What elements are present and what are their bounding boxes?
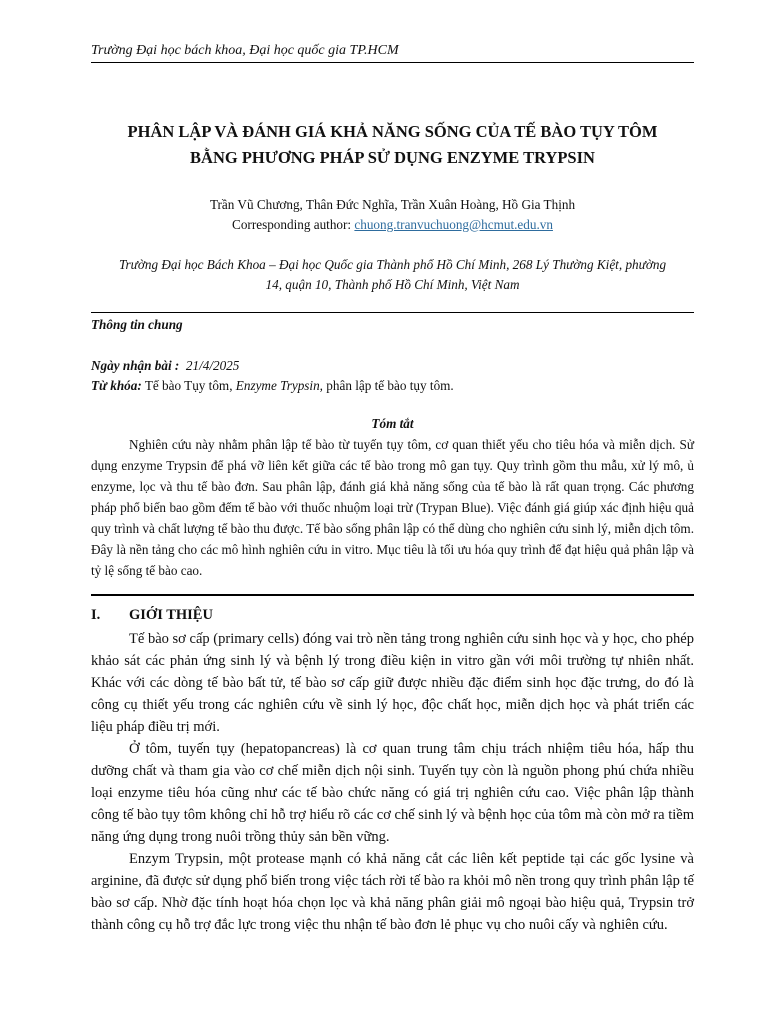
received-label: Ngày nhận bài : bbox=[91, 358, 180, 373]
received-date-row bbox=[91, 356, 694, 376]
author-block bbox=[91, 195, 694, 235]
corresponding-author bbox=[91, 215, 694, 235]
keywords-part-1: Tế bào Tụy tôm, bbox=[144, 378, 236, 393]
general-info-heading: Thông tin chung bbox=[91, 317, 183, 332]
paper-title bbox=[91, 119, 694, 171]
keywords-label: Từ khóa: bbox=[91, 378, 142, 393]
keywords-row bbox=[91, 376, 694, 396]
header-divider bbox=[91, 62, 694, 63]
title-line-1: PHÂN LẬP VÀ ĐÁNH GIÁ KHẢ NĂNG SỐNG CỦA TẾ BÀO TỤY TÔM bbox=[127, 122, 658, 141]
author-email-link[interactable]: chuong.tranvuchuong@hcmut.edu.vn bbox=[354, 217, 553, 232]
article-metadata bbox=[91, 356, 694, 396]
body-paragraph: Ở tôm, tuyến tụy (hepatopancreas) là cơ quan trung tâm chịu trách nhiệm tiêu hóa, hấp thu dưỡng chất và tham gia vào cơ chế miễn dịch nội sinh. Tuyến tụy còn là nguồn phong phú chứa nhiều loại enzyme tiêu hóa cũng như các tế bào chức năng có giá trị nghiên cứu cao. Việc phân lập thành công tế bào tụy tôm không chỉ hỗ trợ hiểu rõ các cơ chế sinh lý và bệnh học của tôm mà còn mở ra tiềm năng ứng dụng trong nuôi trồng thủy sản bền vững. bbox=[91, 741, 694, 845]
affiliation-line-1: Trường Đại học Bách Khoa – Đại học Quốc gia Thành phố Hồ Chí Minh, 268 Lý Thường Kiệt, phường bbox=[118, 257, 667, 272]
section-body bbox=[91, 628, 694, 936]
section-heading bbox=[91, 607, 213, 624]
abstract-heading: Tóm tắt bbox=[371, 416, 414, 431]
section-divider bbox=[91, 594, 694, 596]
received-date: 21/4/2025 bbox=[185, 358, 240, 373]
section-number: I. bbox=[91, 607, 101, 623]
body-paragraph: Enzym Trypsin, một protease mạnh có khả năng cắt các liên kết peptide tại các gốc lysine và arginine, đã được sử dụng phổ biến trong việc tách rời tế bào ra khỏi mô nền trong quy trình phân lập tế bào sơ cấp. Nhờ đặc tính hoạt hóa chọn lọc và khả năng phân giải mô ngoại bào hiệu quả, Trypsin trở thành công cụ hỗ trợ đắc lực trong việc thu nhận tế bào đơn lẻ phục vụ cho nuôi cấy và nghiên cứu. bbox=[91, 851, 694, 933]
title-line-2: BẰNG PHƯƠNG PHÁP SỬ DỤNG ENZYME TRYPSIN bbox=[190, 148, 595, 167]
section-title: GIỚI THIỆU bbox=[129, 607, 213, 623]
keywords-part-3: phân lập tế bào tụy tôm. bbox=[322, 378, 454, 393]
keywords-part-2: Enzyme Trypsin, bbox=[235, 378, 323, 393]
body-paragraph: Tế bào sơ cấp (primary cells) đóng vai trò nền tảng trong nghiên cứu sinh học và y học, cho phép khảo sát các phản ứng sinh lý và bệnh lý trong điều kiện in vitro gần với môi trường tự nhiên nhất. Khác với các dòng tế bào bất tử, tế bào sơ cấp giữ được nhiều đặc điểm sinh học đặc trưng, do đó là công cụ thiết yếu trong các nghiên cứu về sinh lý học, độc chất học, miễn dịch học và phát triển các liệu pháp điều trị mới. bbox=[91, 631, 694, 735]
affiliation bbox=[91, 255, 694, 295]
info-divider bbox=[91, 312, 694, 313]
author-names: Trần Vũ Chương, Thân Đức Nghĩa, Trần Xuân Hoàng, Hồ Gia Thịnh bbox=[209, 197, 576, 212]
corresponding-label: Corresponding author: bbox=[232, 217, 355, 232]
running-header: Trường Đại học bách khoa, Đại học quốc gia TP.HCM bbox=[91, 43, 399, 58]
affiliation-line-2: 14, quận 10, Thành phố Hồ Chí Minh, Việt Nam bbox=[265, 277, 520, 292]
abstract-text: Nghiên cứu này nhằm phân lập tế bào từ tuyến tụy tôm, cơ quan thiết yếu cho tiêu hóa và miễn dịch. Sử dụng enzyme Trypsin để phá vỡ liên kết giữa các tế bào trong mô gan tụy. Quy trình gồm thu mẫu, xử lý mô, ủ enzyme, lọc và thu tế bào đơn. Sau phân lập, đánh giá khả năng sống của tế bào là rất quan trọng. Các phương pháp phổ biến bao gồm đếm tế bào với thuốc nhuộm loại trừ (Trypan Blue). Việc đánh giá giúp xác định hiệu quả quy trình và chất lượng tế bào thu được. Tế bào sống phân lập có thể dùng cho nghiên cứu sinh lý, miễn dịch tôm. Đây là nền tảng cho các mô hình nghiên cứu in vitro. Mục tiêu là tối ưu hóa quy trình để đạt hiệu quả phân lập và tỷ lệ sống tế bào cao. bbox=[91, 437, 694, 578]
